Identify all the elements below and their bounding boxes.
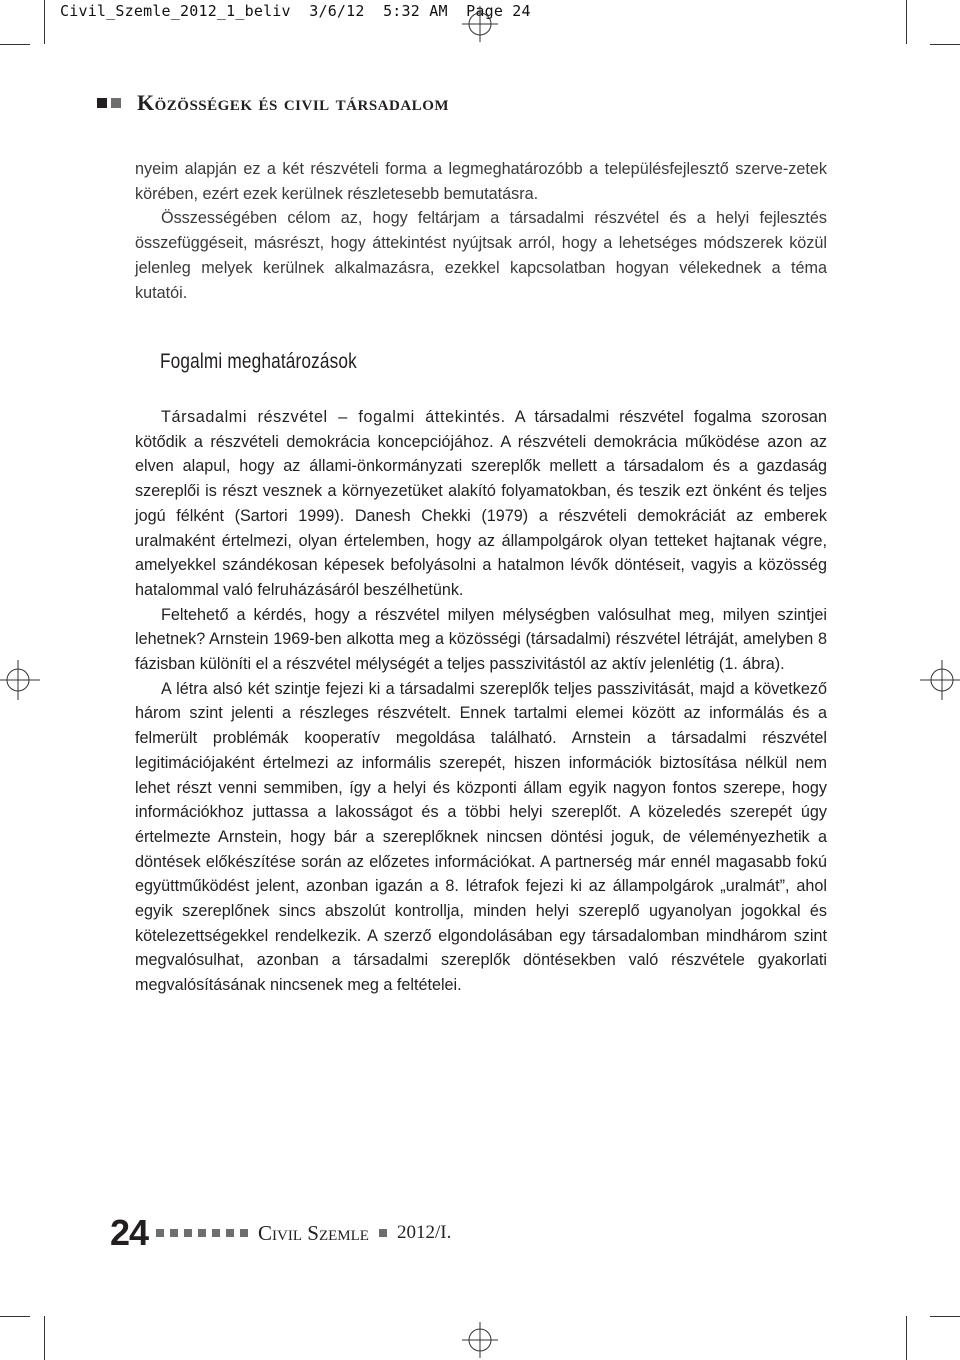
registration-mark-icon [462,6,498,42]
square-bullet-icon [226,1229,234,1237]
square-bullet-icon [379,1229,387,1237]
print-slug: Civil_Szemle_2012_1_beliv 3/6/12 5:32 AM Page 24 [60,2,531,20]
square-bullet-icon [156,1229,164,1237]
running-head [97,90,449,116]
running-head-title: Közösségek és civil társadalom [137,90,450,115]
square-bullet-icon [212,1229,220,1237]
body-paragraph: A létra alsó két szintje fejezi ki a társadalmi szereplők teljes passzivitását, majd a következő három szint jelenti a részleges részvételt. Ennek tartalmi elemei között az informálás és a felmerült problémák kooperatív megoldása található. Arnstein a társadalmi részvétel legitimációjaként értelmezi az informális szerepét, hiszen információk biztosítása nélkül nem lehet részt venni semmiben, így a helyi és központi állam egyik nagyon fontos szerepe, hogy információkhoz juttassa a lakosságot és a többi helyi szereplőt. A közeledés szerepét úgy értelmezte Arnstein, hogy bár a szereplőknek nincsen döntési joguk, de véleményezhetik a döntések előkészítése során az előzetes információkat. A partnerség már ennél magasabb fokú együttműködést jelent, azonban igazán a 8. létrafok fejezi ki az állampolgárok „uralmát”, ahol egyik szereplőnek sincs abszolút kontrollja, minden helyi szereplő ugyanolyan jogokkal és kötelezettségekkel rendelkezik. A szerző elgondolásában egy társadalomban mindhárom szint megvalósulhat, azonban a társadalmi szereplők döntésekben való részvétele gyakorlati megvalósításának nincsenek meg a feltételei. [135,679,827,995]
crop-mark [906,0,907,44]
journal-name: Civil Szemle [258,1220,369,1245]
square-bullet-icon [97,98,107,108]
square-bullet-icon [198,1229,206,1237]
body-paragraph: Feltehető a kérdés, hogy a részvétel milyen mélységben valósulhat meg, milyen szintjei lehetnek? Arnstein 1969-ben alkotta meg a közösségi (társadalmi) részvétel létráját, amelyben 8 fázisban különíti el a részvétel mélységét a teljes passzivitástól az aktív jelenlétig (1. ábra). [135,605,827,674]
lead-heading: Társadalmi részvétel – fogalmi áttekintés. [161,408,506,426]
square-bullet-icon [170,1229,178,1237]
crop-mark [930,1316,960,1317]
page-number: 24 [110,1212,149,1253]
crop-mark [930,44,960,45]
square-bullet-icon [240,1229,248,1237]
registration-mark-icon [462,1322,498,1358]
intro-paragraph: nyeim alapján ez a két részvételi forma a legmeghatározóbb a településfejlesztő szerve-zetek körében, ezért ezek kerülnek részletesebb bemutatásra. [135,160,827,203]
crop-mark [44,1316,45,1360]
crop-mark [906,1316,907,1360]
body-paragraph [135,405,827,603]
square-bullet-icon [111,98,121,108]
body-text [135,405,827,998]
section-title: Fogalmi meghatározások [160,350,357,373]
body-paragraph-text: A társadalmi részvétel fogalma szorosan kötődik a részvételi demokrácia koncepciójához. A részvételi demokrácia működése azon az elven alapul, hogy az állami-önkormányzati szereplők mellett a társadalom és a gazdaság szereplői is részt vesznek a környezetüket alakító folyamatokban, és teszik ezt önként és teljes jogú félként (Sartori 1999). Danesh Chekki (1979) a részvételi demokráciát az emberek uralmaként értelmezi, olyan értelemben, hogy az állampolgárok olyan tetteket hajtanak végre, amelyekkel szándékosan képesek befolyásolni a hatalmon lévők döntéseit, vagyis a közösség hatalommal való felruházásáról beszélhetünk. [135,408,828,599]
registration-mark-icon [0,660,40,700]
crop-mark [44,0,45,44]
issue-number: 2012/I. [396,1222,452,1243]
square-bullet-icon [184,1229,192,1237]
registration-mark-icon [920,660,960,700]
crop-mark [0,44,30,45]
crop-mark [0,1316,30,1317]
intro-paragraph: Összességében célom az, hogy feltárjam a társadalmi részvétel és a helyi fejlesztés összefüggéseit, másrészt, hogy áttekintést nyújtsak arról, hogy a lehetséges módszerek közül jelenleg melyek kerülnek alkalmazásra, ezekkel kapcsolatban hogyan vélekednek a téma kutatói. [135,209,827,302]
page-footer [110,1212,451,1254]
intro-text [135,157,827,305]
